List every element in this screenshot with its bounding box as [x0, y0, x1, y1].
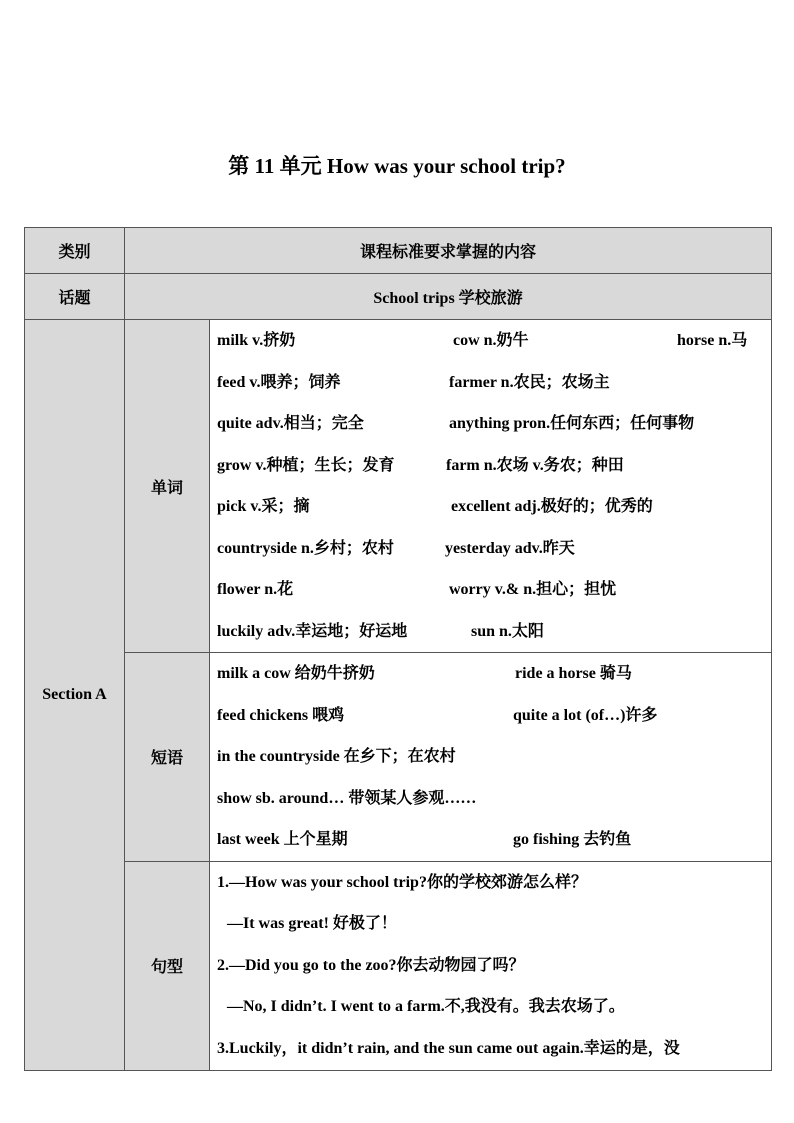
sentence-line: 3.Luckily，it didn’t rain, and the sun came out again.幸运的是，没 [217, 1039, 680, 1057]
word-entry: farmer n.农民；农场主 [449, 373, 610, 391]
word-entry: cow n.奶牛 [453, 332, 529, 349]
phrase-row [217, 819, 771, 861]
word-row [217, 569, 771, 611]
phrase-row [217, 653, 771, 695]
words-label: 单词 [125, 320, 210, 653]
phrase-entry: feed chickens 喂鸡 [217, 706, 345, 724]
word-entry: sun n.太阳 [471, 622, 544, 640]
word-entry: milk v.挤奶 [217, 332, 296, 349]
words-cell [210, 320, 772, 653]
sentences-cell [210, 861, 772, 1070]
word-entry: worry v.& n.担心；担忧 [449, 581, 617, 598]
phrase-row [217, 736, 771, 778]
phrase-entry: in the countryside 在乡下；在农村 [217, 748, 456, 765]
phrase-entry: go fishing 去钓鱼 [513, 831, 632, 848]
word-row [217, 362, 771, 404]
word-row [217, 403, 771, 445]
topic-value: School trips 学校旅游 [125, 274, 772, 320]
word-row [217, 320, 771, 362]
sentence-line: 2.—Did you go to the zoo?你去动物园了吗？ [217, 956, 525, 974]
word-entry: horse n.马 [677, 332, 748, 349]
phrase-entry: milk a cow 给奶牛挤奶 [217, 665, 375, 682]
syllabus-table [24, 227, 772, 1071]
word-entry: pick v.采；摘 [217, 498, 310, 515]
word-entry: yesterday adv.昨天 [445, 539, 575, 557]
word-entry: feed v.喂养；饲养 [217, 373, 341, 391]
word-entry: flower n.花 [217, 581, 294, 598]
word-entry: luckily adv.幸运地；好运地 [217, 622, 408, 640]
content-header: 课程标准要求掌握的内容 [125, 228, 772, 274]
page-title: 第 11 单元 How was your school trip? [228, 154, 566, 178]
word-entry: countryside n.乡村；农村 [217, 539, 394, 557]
phrases-label: 短语 [125, 653, 210, 862]
sentences-label: 句型 [125, 861, 210, 1070]
phrases-cell [210, 653, 772, 862]
word-entry: farm n.农场 v.务农；种田 [446, 456, 624, 474]
phrase-row [217, 778, 771, 820]
word-row [217, 445, 771, 487]
category-header: 类别 [25, 228, 125, 274]
phrase-entry: quite a lot (of…)许多 [513, 706, 658, 724]
word-row [217, 528, 771, 570]
word-entry: excellent adj.极好的；优秀的 [451, 498, 653, 515]
phrase-entry: last week 上个星期 [217, 831, 348, 848]
sentence-line: 1.—How was your school trip?你的学校郊游怎么样？ [217, 873, 587, 891]
word-row [217, 611, 771, 653]
section-label: Section A [25, 320, 125, 1071]
word-entry: grow v.种植；生长；发育 [217, 456, 395, 474]
sentence-line: —No, I didn’t. I went to a farm.不,我没有。我去农场了。 [227, 998, 625, 1015]
word-entry: quite adv.相当；完全 [217, 415, 364, 432]
topic-label: 话题 [25, 274, 125, 320]
word-entry: anything pron.任何东西；任何事物 [449, 415, 695, 432]
phrase-row [217, 695, 771, 737]
phrase-entry: ride a horse 骑马 [515, 665, 632, 682]
word-row [217, 486, 771, 528]
sentence-line: —It was great! 好极了！ [227, 915, 397, 932]
phrase-entry: show sb. around… 带领某人参观…… [217, 789, 477, 807]
